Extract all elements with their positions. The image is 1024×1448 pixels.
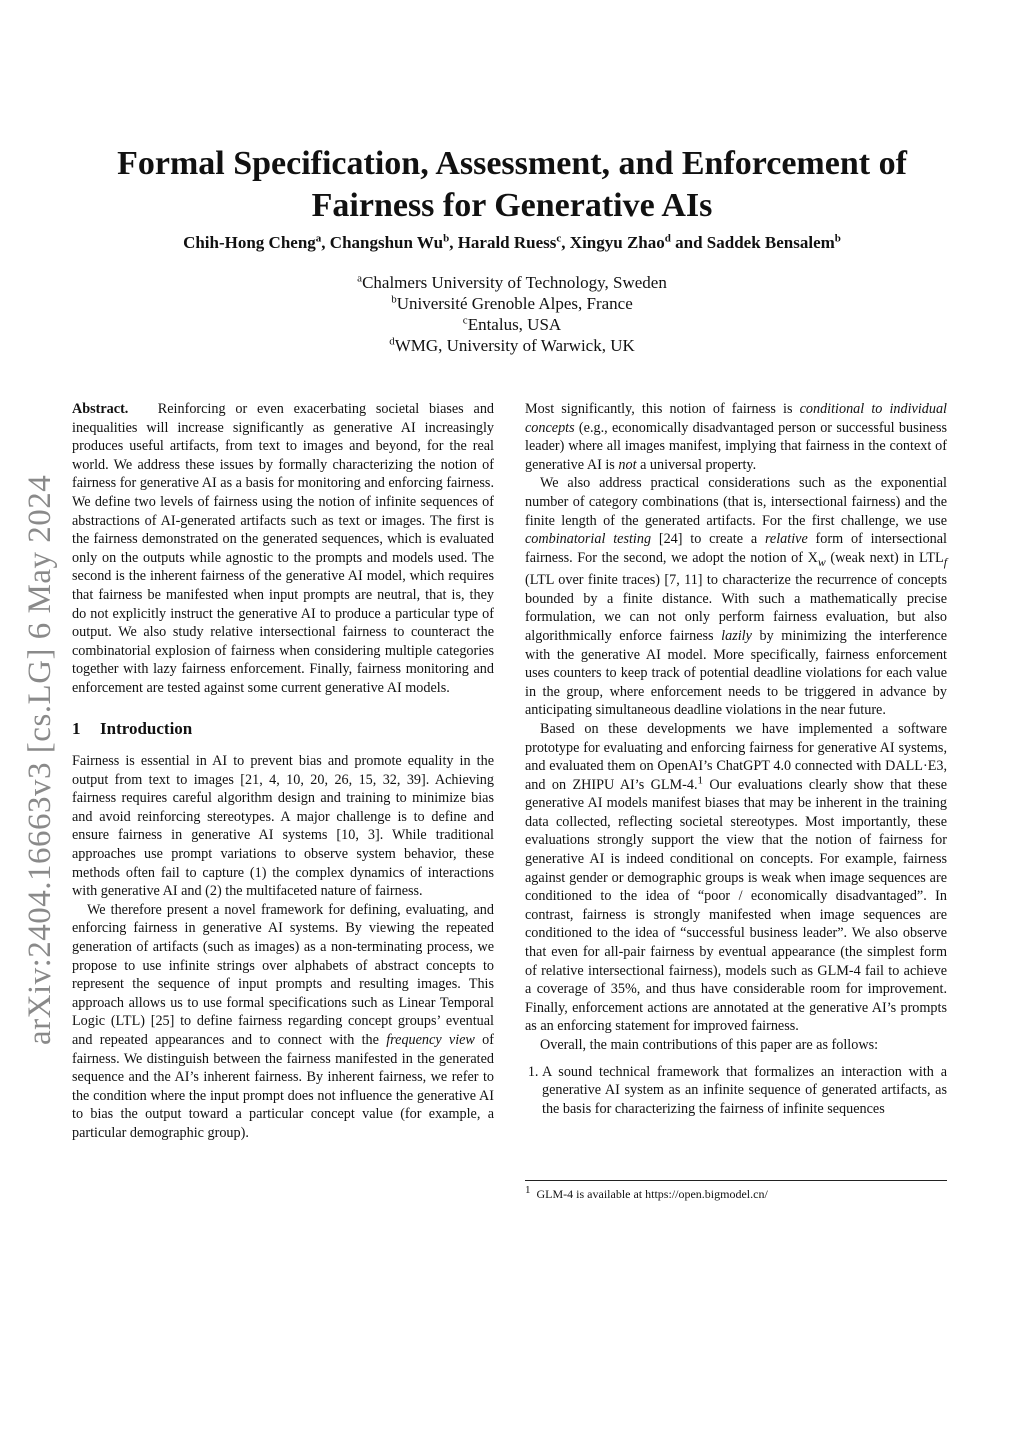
abstract: Abstract. Reinforcing or even exacerbating societal biases and inequalities will increase significantly as generative AI increasingly produces useful artifacts, from text to images and beyond, for the real world. We address these issues by formally characterizing the notion of fairness for generative AI as a basis for monitoring and enforcing fairness. We define two levels of fairness using the notion of infinite sequences of abstractions of AI-generated artifacts such as text or images. The first is the fairness demonstrated on the generated sequences, which is evaluated only on the outputs while agnostic to the prompts and models used. The second is the inherent fairness of the generative AI model, which requires that fairness be manifested when input prompts are neutral, that is, they do not explicitly instruct the generative AI to produce a particular type of output. We also study relative intersectional fairness to counteract the combinatorial explosion of fairness when considering multiple categories together with lazy fairness enforcement. Finally, fairness monitoring and enforcement are tested against some current generative AI models. [72, 401, 495, 696]
paragraph: Most significantly, this notion of fairness is conditional to individual concepts (e.g., economically disadvantaged person or successful business leader) where all images manifest, implying that fairness in the context of generative AI is not a universal property. [525, 401, 947, 473]
affiliation: $^c$Entalus, USA [462, 314, 562, 334]
affiliation: $^d$WMG, University of Warwick, UK [389, 335, 635, 355]
arxiv-watermark: arXiv:2404.16663v3 [cs.LG] 6 May 2024 [22, 474, 58, 1045]
affiliations [0, 272, 1024, 356]
paragraph: We also address practical considerations such as the exponential number of category combinations (that is, intersectional fairness) and the finite length of the generated artifacts. For the first challenge, we use combinatorial testing [24] to create a relative form of intersectional fairness. For the second, we adopt the notion of $X_w$ (weak next) in $LTL_f$ (LTL over finite traces) [7, 11] to characterize the recurrence of concepts bounded by a finite distance. With such a mathematically precise formulation, we can not only perform fairness evaluation, but also algorithmically enforce fairness lazily by minimizing the interference with the generative AI model. More specifically, fairness enforcement uses counters to keep track of potential deadline violations for each value in the group, where enforcement needs to be triggered in advance by anticipating simultaneous deadline violations in the near future. [525, 475, 948, 719]
right-column [525, 400, 947, 1118]
author: Saddek Bensalem$^b$ [706, 232, 841, 252]
footnote-ref: 1 [697, 773, 704, 786]
title-line-1: Formal Specification, Assessment, and Enforcement of [117, 145, 907, 182]
author: Changshun Wu$^b$ [329, 232, 450, 252]
paragraph: Based on these developments we have implemented a software prototype for evaluating and enforcing fairness for generative AI systems, and evaluated them on OpenAI’s ChatGPT 4.0 connected with DALL·E3, and on ZHIPU AI’s GLM-4.$^1$ Our evaluations clearly show that these generative AI models manifest biases that may be inherent in the training data collected, reflecting societal stereotypes. Most importantly, these evaluations strongly support the view that the notion of fairness for generative AI is indeed conditional on concepts. For example, fairness against gender or demographic groups is weak when image sequences are conditioned to the idea of “poor / economically disadvantaged”. In contrast, fairness is strongly manifested when image sequences are conditioned to the idea of “successful business leader”. We also observe that even for all-pair fairness by eventual appearance (the simplest form of relative intersectional fairness), models such as GLM-4 fail to achieve a coverage of 35%, and thus have considerable room for improvement. Finally, enforcement actions are annotated at the generative AI’s prompts as an enforcing statement for improved fairness. [525, 720, 947, 1035]
footnote: $^1$ GLM-4 is available at https://open.bigmodel.cn/ [525, 1180, 947, 1202]
author-list: Chih-Hong Cheng$^a$, Changshun Wu$^b$, Harald Ruess$^c$, Xingyu Zhao$^d$ and Saddek Bensalem$^b$ [183, 232, 841, 252]
paragraph: We therefore present a novel framework for defining, evaluating, and enforcing fairness in generative AI systems. By viewing the repeated generation of artifacts (such as images) as a non-terminating process, we propose to use infinite strings over alphabets of abstract concepts to represent the sequence of input prompts and resulting images. This approach allows us to use formal specifications such as Linear Temporal Logic (LTL) [25] to define fairness regarding concept groups’ eventual and repeated appearances and to connect with the frequency view of fairness. We distinguish between the fairness manifested in the generated sequence and the AI’s inherent fairness. By inherent fairness, we refer to the condition where the input prompt does not influence the generative AI to bias the output toward a particular concept value (for example, a particular demographic group). [72, 901, 494, 1141]
section-heading-introduction: 1 Introduction [72, 718, 193, 738]
title-line-2: Fairness for Generative AIs [311, 187, 713, 224]
affiliation: $^b$Université Grenoble Alpes, France [391, 293, 633, 313]
affiliation: $^a$Chalmers University of Technology, Sweden [357, 272, 667, 292]
list-item: 1. A sound technical framework that formalizes an interaction with a generative AI system as an infinite sequence of generated artifacts, as the basis for characterizing the fairness of infinite sequences [542, 1063, 947, 1119]
left-column [72, 400, 494, 1143]
paragraph: Overall, the main contributions of this paper are as follows: [540, 1037, 879, 1054]
paragraph: Fairness is essential in AI to prevent bias and promote equality in the output from text to images [21, 4, 10, 20, 26, 15, 32, 39]. Achieving fairness requires careful algorithm design and training to minimize bias and avoid reinforcing stereotypes. A major challenge is to define and ensure fairness in generative AI systems [10, 3]. While traditional approaches use prompt variations to observe system behavior, these methods often fail to capture (1) the complex dynamics of interactions with generative AI and (2) the multifaceted nature of fairness. [72, 753, 494, 900]
contributions-list [525, 1063, 947, 1119]
author: Harald Ruess$^c$ [457, 232, 562, 252]
author: Xingyu Zhao$^d$ [569, 232, 671, 252]
paper-title [0, 143, 1024, 227]
author: Chih-Hong Cheng$^a$ [183, 232, 322, 252]
